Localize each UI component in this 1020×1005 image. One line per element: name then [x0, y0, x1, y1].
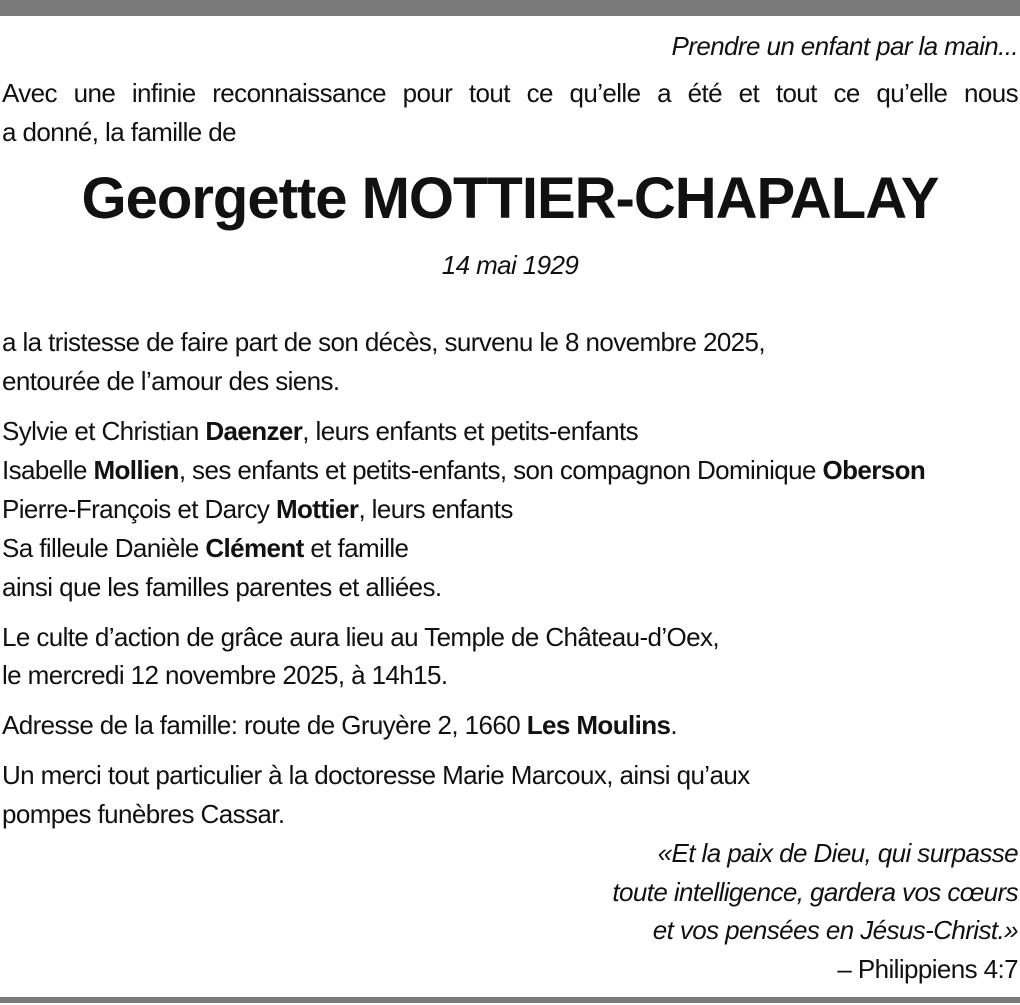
family-surname: Daenzer [205, 416, 303, 446]
address-locality: Les Moulins [526, 710, 671, 740]
family-line [2, 532, 1018, 564]
family-address [2, 709, 1018, 741]
family-surname: Oberson [822, 455, 926, 485]
family-line-text: et famille [303, 533, 409, 563]
family-line-text: Sa filleule Danièle [2, 533, 206, 563]
address-text: Adresse de la famille: route de Gruyère 2, 1660 [2, 710, 527, 740]
family-line-last: ainsi que les familles parentes et alliées. [2, 572, 442, 602]
family-surname: Clément [205, 533, 304, 563]
top-rule [0, 0, 1020, 16]
bottom-rule [0, 997, 1020, 1003]
family-line-text: , leurs enfants et petits-enfants [302, 416, 639, 446]
family-line-text: , ses enfants et petits-enfants, son compagnon Dominique [178, 455, 823, 485]
family-line [2, 415, 1018, 447]
family-surname: Mollien [93, 455, 179, 485]
deceased-name: Georgette MOTTIER-CHAPALAY [81, 166, 939, 231]
announcement-line-1: a la tristesse de faire part de son décès, survenu le 8 novembre 2025, [2, 327, 766, 357]
epigraph: Prendre un enfant par la main... [671, 31, 1018, 61]
family-surname: Mottier [275, 494, 359, 524]
service-line-2: le mercredi 12 novembre 2025, à 14h15. [2, 660, 448, 690]
family-line-text: , leurs enfants [358, 494, 513, 524]
family-line [2, 493, 1018, 525]
verse-reference: – Philippiens 4:7 [837, 954, 1018, 984]
intro-line-1: Avec une infinie reconnaissance pour tout ce qu’elle a été et tout ce qu’elle nous [2, 78, 1018, 108]
family-line [2, 454, 1018, 486]
family-line-text: Sylvie et Christian [2, 416, 206, 446]
family-line-text: Isabelle [2, 455, 94, 485]
service-line-1: Le culte d’action de grâce aura lieu au Temple de Château-d’Oex, [2, 622, 720, 652]
address-text: . [670, 710, 677, 740]
verse-line-2: toute intelligence, gardera vos cœurs [612, 877, 1018, 907]
family-line-text: Pierre-François et Darcy [2, 494, 276, 524]
intro-line-2: a donné, la famille de [2, 117, 236, 147]
announcement-line-2: entourée de l’amour des siens. [2, 366, 340, 396]
thanks-line-1: Un merci tout particulier à la doctoresse Marie Marcoux, ainsi qu’aux [2, 760, 750, 790]
verse-line-1: «Et la paix de Dieu, qui surpasse [657, 838, 1018, 868]
birth-date: 14 mai 1929 [441, 250, 579, 280]
verse-line-3: et vos pensées en Jésus-Christ.» [652, 915, 1018, 945]
thanks-line-2: pompes funèbres Cassar. [2, 799, 285, 829]
